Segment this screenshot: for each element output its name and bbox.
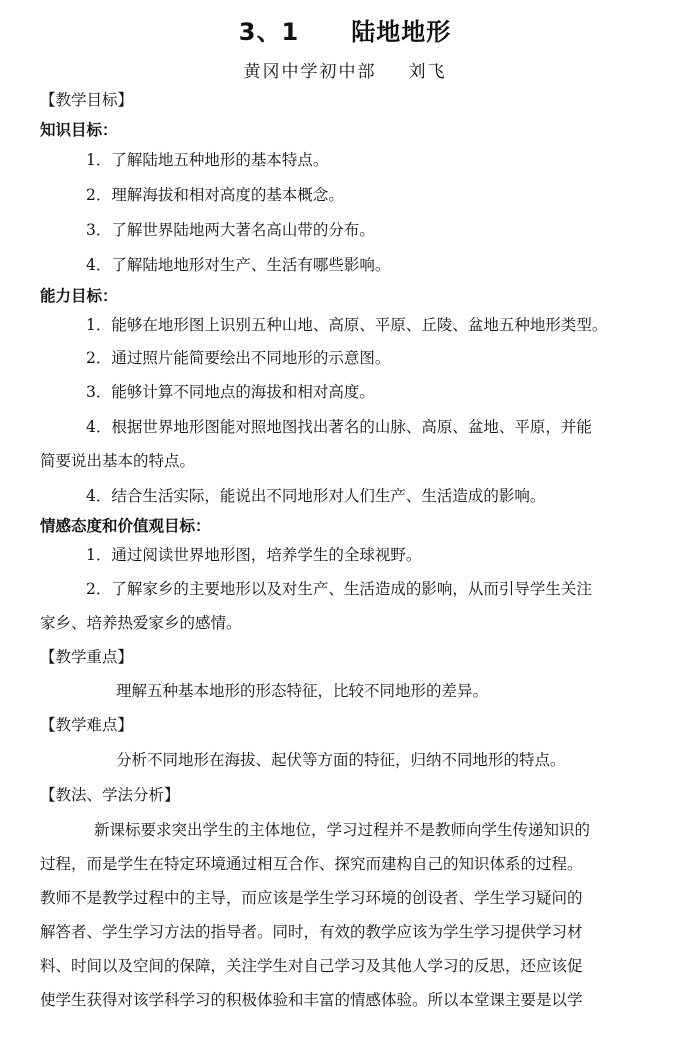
ability-item-4-continued: 简要说出基本的特点。 [40, 452, 196, 470]
section-heading-difficulties: 【教学难点】 [40, 716, 134, 734]
title-text: 陆地地形 [351, 18, 452, 46]
author-school: 黄冈中学初中部 [243, 62, 377, 82]
methods-line-2: 过程，而是学生在特定环境通过相互合作、探究而建构自己的知识体系的过程。 [40, 855, 583, 873]
knowledge-item-4: 4．了解陆地地形对生产、生活有哪些影响。 [86, 256, 391, 274]
methods-line-3: 教师不是教学过程中的主导，而应该是学生学习环境的创设者、学生学习疑问的 [40, 889, 583, 907]
ability-item-2: 2．通过照片能简要绘出不同地形的示意图。 [86, 349, 391, 367]
emotion-item-2: 2．了解家乡的主要地形以及对生产、生活造成的影响，从而引导学生关注 [86, 580, 592, 598]
difficulties-text: 分析不同地形在海拔、起伏等方面的特征，归纳不同地形的特点。 [116, 751, 566, 769]
subheading-emotion: 情感态度和价值观目标： [40, 517, 211, 535]
methods-line-1: 新课标要求突出学生的主体地位，学习过程并不是教师向学生传递知识的 [94, 821, 591, 839]
author-line [0, 59, 690, 85]
section-heading-key-points: 【教学重点】 [40, 648, 134, 666]
document-title [0, 14, 690, 50]
subheading-knowledge: 知识目标： [40, 121, 118, 139]
knowledge-item-1: 1．了解陆地五种地形的基本特点。 [86, 151, 329, 169]
section-heading-methods: 【教法、学法分析】 [40, 786, 180, 804]
emotion-item-2-continued: 家乡、培养热爱家乡的感情。 [40, 614, 242, 632]
ability-item-5: 4．结合生活实际，能说出不同地形对人们生产、生活造成的影响。 [86, 487, 546, 505]
methods-line-6: 使学生获得对该学科学习的积极体验和丰富的情感体验。所以本堂课主要是以学 [40, 991, 583, 1009]
emotion-item-1: 1．通过阅读世界地形图，培养学生的全球视野。 [86, 546, 422, 564]
title-number: 3、1 [238, 18, 300, 46]
section-heading-objectives: 【教学目标】 [40, 91, 134, 109]
subheading-ability: 能力目标： [40, 287, 118, 305]
key-points-text: 理解五种基本地形的形态特征，比较不同地形的差异。 [116, 682, 489, 700]
ability-item-1: 1．能够在地形图上识别五种山地、高原、平原、丘陵、盆地五种地形类型。 [86, 316, 608, 334]
ability-item-4: 4．根据世界地形图能对照地图找出著名的山脉、高原、盆地、平原，并能 [86, 418, 592, 436]
ability-item-3: 3．能够计算不同地点的海拔和相对高度。 [86, 383, 375, 401]
knowledge-item-3: 3．了解世界陆地两大著名高山带的分布。 [86, 221, 375, 239]
author-name: 刘飞 [408, 62, 447, 82]
methods-line-5: 料、时间以及空间的保障，关注学生对自己学习及其他人学习的反思，还应该促 [40, 957, 583, 975]
knowledge-item-2: 2．理解海拔和相对高度的基本概念。 [86, 186, 344, 204]
methods-line-4: 解答者、学生学习方法的指导者。同时，有效的教学应该为学生学习提供学习材 [40, 923, 583, 941]
